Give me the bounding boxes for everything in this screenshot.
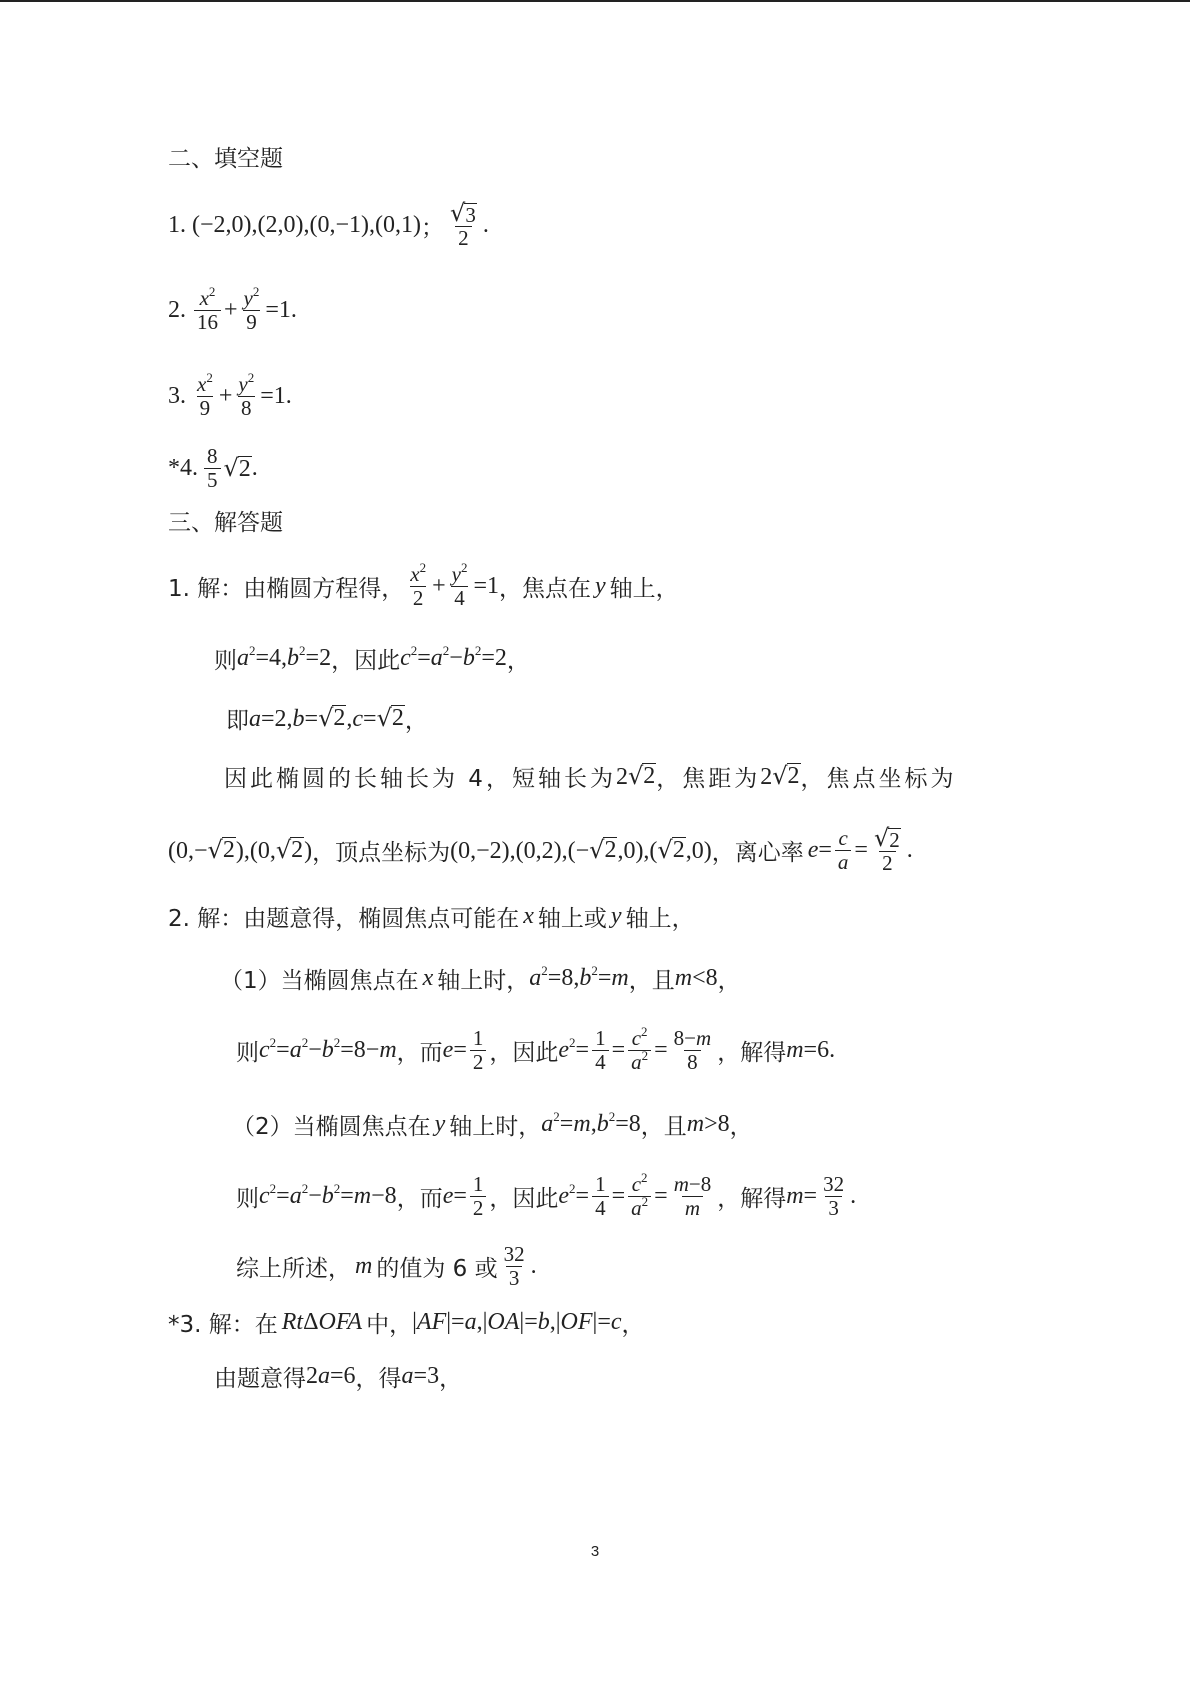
solution-1-line-3: 即 a=2,b= √ 2 ,c= √ 2 ， bbox=[226, 703, 428, 734]
math-fraction: $\frac{x^2}{9}$ bbox=[197, 370, 213, 420]
fill-answer-3: 3. $\frac{x^2}{9}$ + $\frac{y^2}{8}$ =1. bbox=[168, 370, 292, 420]
item-number: *4. bbox=[168, 454, 198, 481]
page-number: 3 bbox=[590, 1543, 600, 1560]
math-fraction: √ 2 2 bbox=[873, 823, 900, 876]
math-fraction: $\frac{8}{5}$ bbox=[204, 445, 221, 490]
solution-1-line-2: 则 $a^2=4,b^2=2$ ，因此 $c^2=a^2-b^2=2$ ， bbox=[214, 642, 530, 674]
fill-answer-4: *4. $\frac{8}{5}$ √ 2 . bbox=[168, 444, 258, 492]
top-rule bbox=[0, 0, 1190, 2]
solution-3-line-1: *3. 解：在 RtΔOFA 中， |AF|=a,|OA|=b,|OF|=c ， bbox=[168, 1308, 645, 1338]
solution-1-line-5: (0,− √ 2 ),(0, √ 2 ) ，顶点坐标为 (0,−2),(0,2),(− √ 2 ,0),( √ 2 ,0) ，离心率 e = $\frac{c}{a}$ = √ 2 2 . bbox=[168, 823, 913, 876]
fill-answer-1: 1. (−2,0),(2,0),(0,−1),(0,1) ； √ 3 2 . bbox=[168, 198, 489, 251]
math-coords: (−2,0),(2,0),(0,−1),(0,1) bbox=[192, 211, 422, 238]
item-number: 1. bbox=[168, 211, 186, 238]
math-fraction: $\frac{x^2}{2}$ bbox=[410, 560, 427, 610]
item-number: 2. bbox=[168, 296, 186, 323]
solution-1-line-4: 因此椭圆的长轴长为 4，短轴长为 2 √ 2 ，焦距为 2 √ 2 ，焦点坐标为 bbox=[224, 761, 957, 792]
solution-2-conclusion: 综上所述， m 的值为 6 或 $\frac{32}{3}$ . bbox=[236, 1242, 537, 1290]
math-fraction: $\frac{y^2}{8}$ bbox=[238, 370, 255, 420]
solution-1-line-1: 1. 解：由椭圆方程得， $\frac{x^2}{2}$ + $\frac{y^2}{4}$ =1 ，焦点在 y 轴上， bbox=[168, 560, 679, 610]
solution-2-case-1-line-2: 则 $c^2=a^2-b^2=8-m$ ，而 e= $\frac{1}{2}$ ，因此 $e^2=$ $\frac{1}{4}$ = $\frac{c^2}{a^2}$ = $\frac{8-m}{8}$ ，解得 m=6. bbox=[236, 1024, 836, 1074]
math-fraction: √ 3 2 bbox=[450, 198, 476, 251]
fill-answer-2: 2. $\frac{x^2}{16}$ + $\frac{y^2}{9}$ =1. bbox=[168, 284, 297, 334]
solution-2-case-1: （1）当椭圆焦点在 x 轴上时， $a^2=8,b^2=m$ ，且 m<8 ， bbox=[220, 962, 741, 994]
solution-2-line-1: 2. 解：由题意得，椭圆焦点可能在 x 轴上或 y 轴上， bbox=[168, 902, 695, 932]
separator: ； bbox=[421, 214, 445, 241]
solution-2-case-2: （2）当椭圆焦点在 y 轴上时， $a^2=m,b^2=8$ ，且 m>8 ， bbox=[232, 1108, 753, 1140]
solution-3-line-2: 由题意得 2a=6 ，得 a=3 ， bbox=[214, 1362, 463, 1392]
math-fraction: $\frac{y^2}{9}$ bbox=[243, 284, 260, 334]
solution-2-case-2-line-2: 则 $c^2=a^2-b^2=m-8$ ，而 e= $\frac{1}{2}$ ，因此 $e^2=$ $\frac{1}{4}$ = $\frac{c^2}{a^2}$ = $\frac{m-8}{m}$ ，解得 m= $\frac{32}{3}$ . bbox=[236, 1170, 857, 1220]
section-heading-fill-blank bbox=[168, 116, 283, 196]
math-fraction: $\frac{x^2}{16}$ bbox=[194, 287, 221, 332]
math-fraction: $\frac{y^2}{4}$ bbox=[451, 560, 468, 610]
section-heading-text: 三、解答题 bbox=[168, 509, 283, 536]
section-heading-text: 二、填空题 bbox=[168, 145, 283, 172]
math-fraction: $\frac{c}{a}$ bbox=[835, 827, 852, 872]
item-number: 3. bbox=[168, 382, 186, 409]
